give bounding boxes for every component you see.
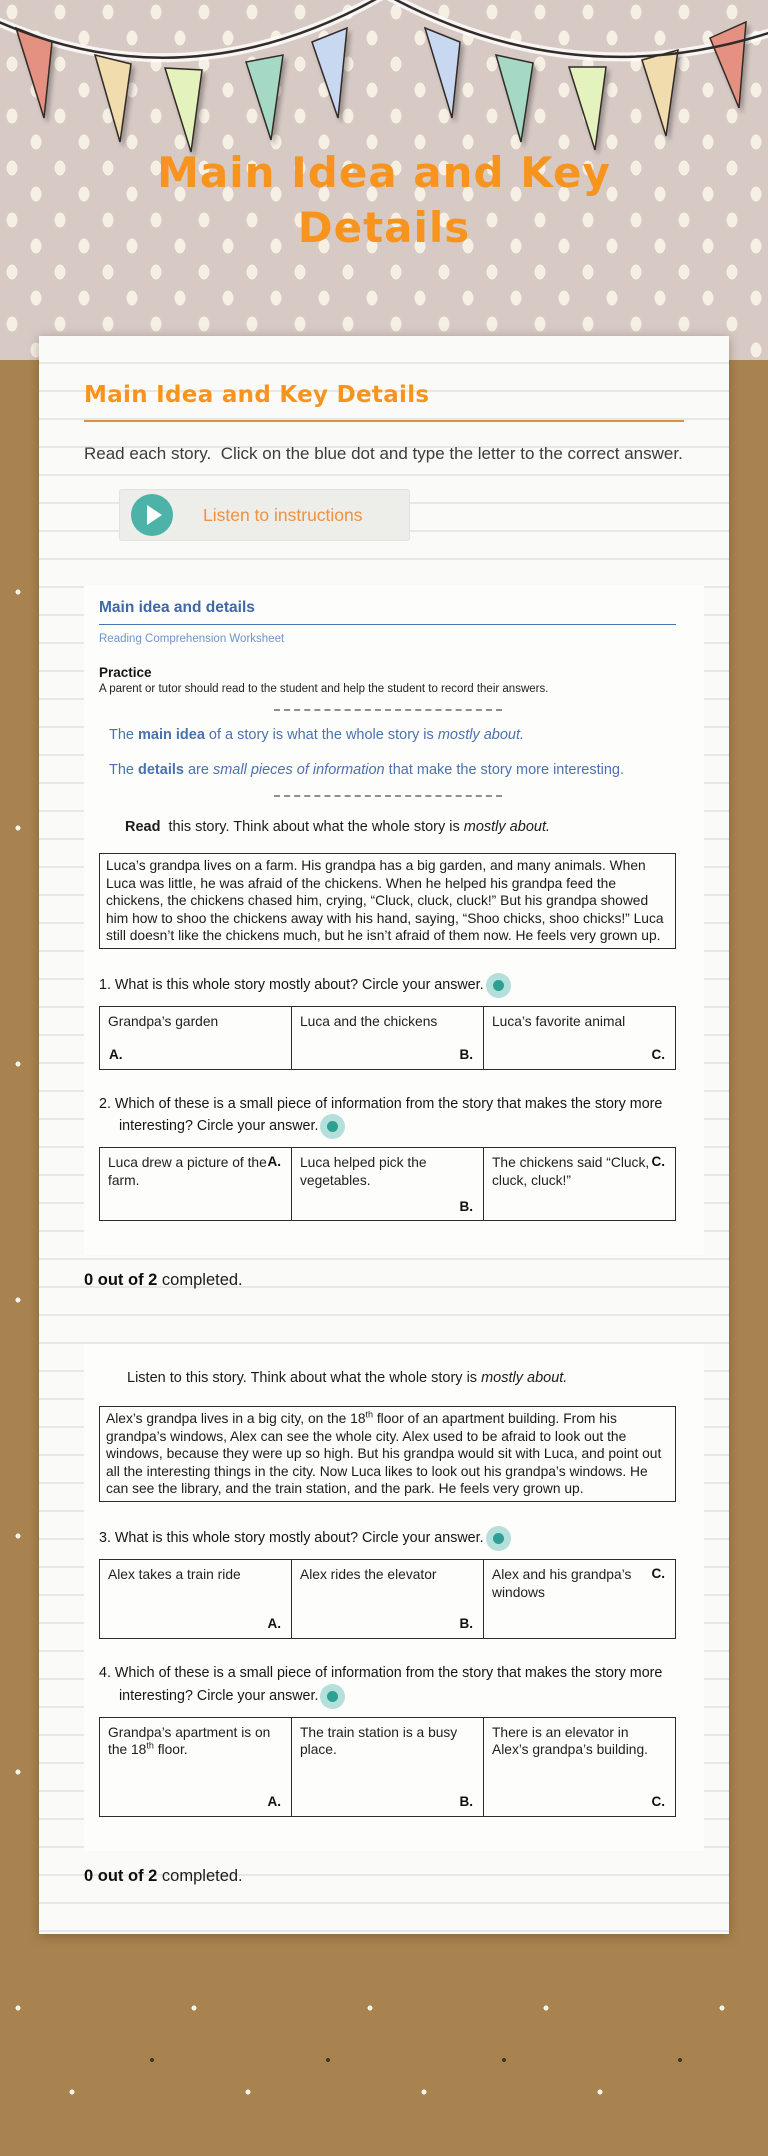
worksheet-subtitle: Reading Comprehension Worksheet xyxy=(99,633,285,646)
score-status-2 xyxy=(84,1867,684,1886)
option-letter: A. xyxy=(267,1154,281,1170)
table-row xyxy=(100,1559,676,1638)
answer-cell: Alex and his grandpa’s windows C. xyxy=(484,1559,676,1638)
answer-table-question-1 xyxy=(99,1006,676,1070)
answer-cell: The train station is a busy place. B. xyxy=(292,1717,484,1816)
bunting-string xyxy=(0,0,768,58)
practice-note: A parent or tutor should read to the student and help the student to record their answers. xyxy=(99,683,549,696)
story-box-luca: Luca’s grandpa lives on a farm. His grandpa has a big garden, and many animals. When Luca was little, he was afraid of the chickens. When he helped his grandpa feed the chickens, the chickens chased him, crying, “Cluck, cluck, cluck!” But his grandpa showed him how to shoo the chickens away with his hand, saying, “Shoo chicks, shoo chicks!” Luca still doesn’t like the chickens much, but he isn’t afraid of them now. He feels very grown up. xyxy=(99,853,676,949)
superscript: th xyxy=(365,1409,374,1420)
answer-dot-core xyxy=(493,1533,504,1544)
story-box-alex: Alex’s grandpa lives in a big city, on the 18th floor of an apartment building. From his grandpa’s windows, Alex can see the whole city. Alex used to be afraid to look out the windows, because they were up so high. But his grandpa would sit with Luca, and point out all the interesting things in the city. Now Luca likes to look out his grandpa’s windows. He can see the library, and the train station, and the park. He feels very grown up. xyxy=(99,1406,676,1502)
bunting-flags-decoration xyxy=(0,0,768,158)
answer-table-question-3 xyxy=(99,1559,676,1639)
answer-table-question-2 xyxy=(99,1147,676,1221)
worksheet-image-1 xyxy=(84,585,704,1255)
banner-title-line2: Details xyxy=(297,202,471,252)
instructions-text: Read each story. Click on the blue dot and type the letter to the correct answer. xyxy=(84,444,683,463)
page-heading: Main Idea and Key Details xyxy=(84,382,430,408)
option-letter: B. xyxy=(459,1616,473,1632)
option-letter: A. xyxy=(267,1616,281,1632)
option-letter: B. xyxy=(459,1793,473,1809)
answer-dot-question-4[interactable] xyxy=(320,1684,345,1709)
heading-divider xyxy=(84,420,684,422)
banner xyxy=(0,0,768,360)
option-letter: C. xyxy=(651,1154,665,1170)
option-letter: C. xyxy=(651,1793,665,1809)
answer-cell: Grandpa’s apartment is on the 18th floor. A. xyxy=(100,1717,292,1816)
answer-dot-core xyxy=(493,980,504,991)
option-letter: B. xyxy=(459,1198,473,1214)
answer-cell: Luca and the chickens B. xyxy=(292,1006,484,1069)
option-letter: C. xyxy=(651,1565,665,1581)
dashed-divider xyxy=(274,709,502,711)
option-letter: C. xyxy=(651,1047,665,1063)
answer-dot-question-3[interactable] xyxy=(486,1526,511,1551)
play-icon[interactable] xyxy=(131,494,173,536)
answer-cell: Luca drew a picture of the farm. A. xyxy=(100,1148,292,1221)
listen-button-label: Listen to instructions xyxy=(203,504,363,525)
score-count: 0 out of 2 xyxy=(84,1866,158,1885)
table-row xyxy=(100,1006,676,1069)
listen-story-prompt: Listen to this story. Think about what the whole story is mostly about. xyxy=(127,1370,568,1387)
score-status-1 xyxy=(84,1271,684,1290)
answer-cell: Luca helped pick the vegetables. B. xyxy=(292,1148,484,1221)
practice-heading: Practice xyxy=(99,665,152,681)
answer-dot-core xyxy=(327,1121,338,1132)
question-3: 3. What is this whole story mostly about? Circle your answer. xyxy=(99,1526,676,1551)
question-1: 1. What is this whole story mostly about? Circle your answer. xyxy=(99,973,676,998)
superscript: th xyxy=(146,1740,154,1751)
answer-table-question-4 xyxy=(99,1717,676,1817)
answer-cell: Alex rides the elevator B. xyxy=(292,1559,484,1638)
definition-details: The details are small pieces of information that make the story more interesting. xyxy=(109,762,624,779)
answer-dot-question-1[interactable] xyxy=(486,973,511,998)
table-row xyxy=(100,1717,676,1816)
answer-cell: Alex takes a train ride A. xyxy=(100,1559,292,1638)
read-story-prompt: Read this story. Think about what the whole story is mostly about. xyxy=(125,819,551,836)
option-letter: B. xyxy=(459,1047,473,1063)
worksheet-title: Main idea and details xyxy=(99,599,255,617)
answer-cell: The chickens said “Cluck, cluck, cluck!” C. xyxy=(484,1148,676,1221)
answer-cell: There is an elevator in Alex’s grandpa’s building. C. xyxy=(484,1717,676,1816)
worksheet-image-2 xyxy=(84,1344,704,1850)
bunting-flags xyxy=(16,22,746,152)
definition-main-idea: The main idea of a story is what the whole story is mostly about. xyxy=(109,727,525,744)
option-letter: A. xyxy=(109,1047,123,1063)
bunting-string-halo xyxy=(0,0,768,58)
listen-to-instructions-button[interactable] xyxy=(119,489,410,541)
banner-title xyxy=(104,146,664,255)
score-label: completed. xyxy=(157,1271,243,1290)
dashed-divider xyxy=(274,795,502,797)
banner-title-line1: Main Idea and Key xyxy=(157,148,611,197)
answer-dot-question-2[interactable] xyxy=(320,1114,345,1139)
score-count: 0 out of 2 xyxy=(84,1271,158,1290)
answer-cell: Grandpa’s garden A. xyxy=(100,1006,292,1069)
answer-dot-core xyxy=(327,1691,338,1702)
question-2: 2. Which of these is a small piece of information from the story that makes the story more interesting? Circle your answer. xyxy=(99,1094,676,1140)
table-row xyxy=(100,1148,676,1221)
question-4: 4. Which of these is a small piece of information from the story that makes the story more interesting? Circle your answer. xyxy=(99,1663,676,1709)
answer-cell: Luca’s favorite animal C. xyxy=(484,1006,676,1069)
worksheet-paper xyxy=(39,336,729,1934)
worksheet-title-divider xyxy=(99,624,676,625)
option-letter: A. xyxy=(267,1793,281,1809)
score-label: completed. xyxy=(157,1866,243,1885)
